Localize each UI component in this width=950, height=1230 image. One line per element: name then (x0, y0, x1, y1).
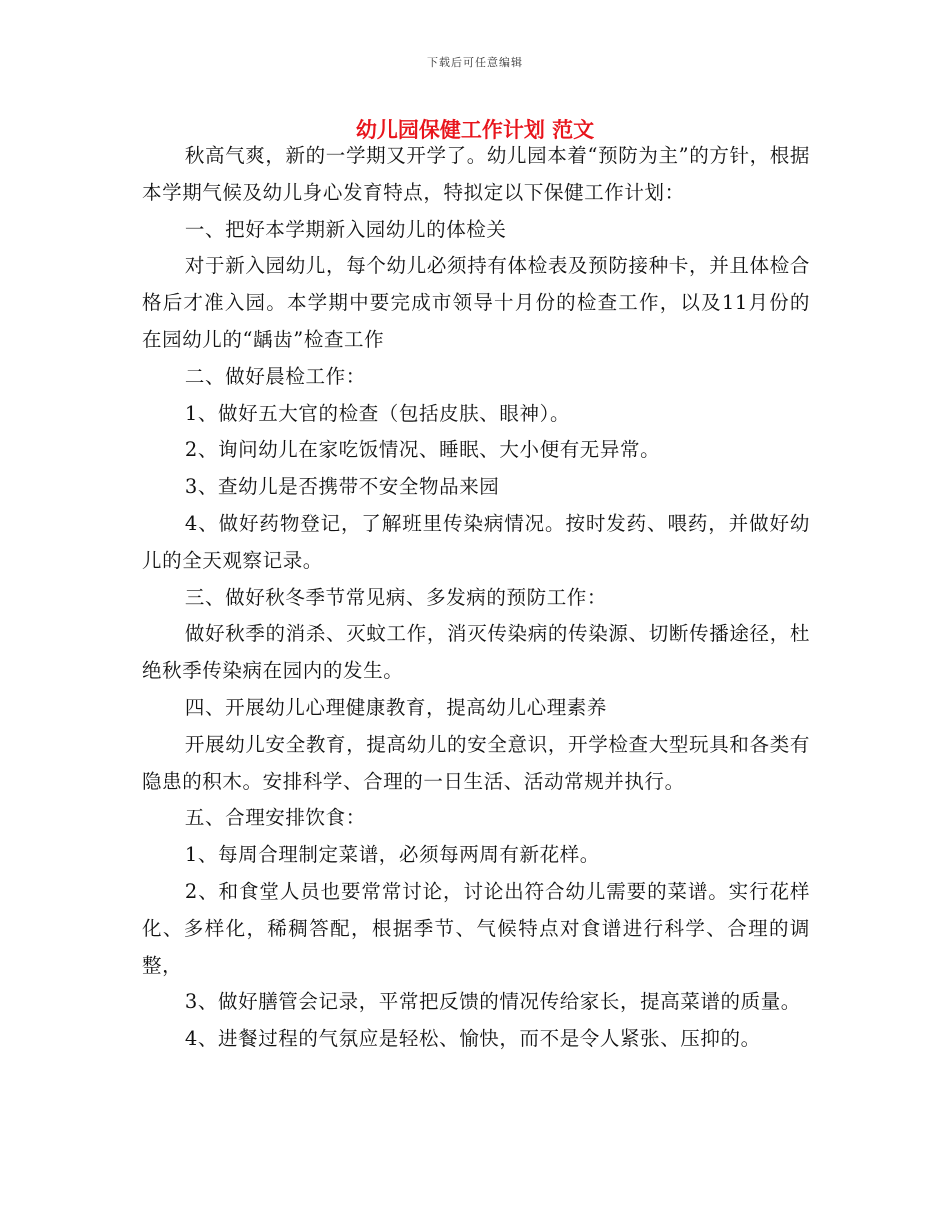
list-item: 2、询问幼儿在家吃饭情况、睡眠、大小便有无异常。 (184, 438, 661, 462)
section-heading-4: 四、开展幼儿心理健康教育，提高幼儿心理素养 (184, 695, 607, 719)
document-title: 幼儿园保健工作计划 范文 (355, 117, 595, 142)
list-item: 1、每周合理制定菜谱，必须每两周有新花样。 (184, 843, 600, 867)
paragraph: 对于新入园幼儿，每个幼儿必须持有体检表及预防接种卡，并且体检合格后才准入园。本学期中要完成市领导十月份的检查工作，以及11月份的在园幼儿的“龋齿”检查工作 (142, 254, 810, 351)
section-heading-1: 一、把好本学期新入园幼儿的体检关 (184, 217, 507, 241)
list-item: 3、做好膳管会记录，平常把反馈的情况传给家长，提高菜谱的质量。 (184, 990, 801, 1014)
paragraph: 做好秋季的消杀、灭蚊工作，消灭传染病的传染源、切断传播途径，杜绝秋季传染病在园内的发生。 (142, 622, 810, 683)
paragraph: 开展幼儿安全教育，提高幼儿的安全意识，开学检查大型玩具和各类有隐患的积木。安排科学、合理的一日生活、活动常规并执行。 (142, 732, 810, 793)
list-item: 3、查幼儿是否携带不安全物品来园 (184, 475, 500, 499)
section-heading-5: 五、合理安排饮食： (184, 806, 366, 830)
page-header-note: 下载后可任意编辑 (427, 56, 523, 69)
list-item: 4、进餐过程的气氛应是轻松、愉快，而不是令人紧张、压抑的。 (184, 1027, 761, 1051)
list-item: 1、做好五大官的检查（包括皮肤、眼神）。 (184, 401, 571, 425)
paragraph-intro: 秋高气爽，新的一学期又开学了。幼儿园本着“预防为主”的方针，根据本学期气候及幼儿身心发育特点，特拟定以下保健工作计划： (142, 144, 810, 204)
list-item: 2、和食堂人员也要常常讨论，讨论出符合幼儿需要的菜谱。实行花样化、多样化，稀稠答配，根据季节、气候特点对食谱进行科学、合理的调整， (142, 879, 810, 977)
section-heading-3: 三、做好秋冬季节常见病、多发病的预防工作： (184, 585, 607, 609)
document-body (142, 138, 810, 1058)
list-item: 4、做好药物登记，了解班里传染病情况。按时发药、喂药，并做好幼儿的全天观察记录。 (142, 511, 810, 572)
section-heading-2: 二、做好晨检工作： (184, 364, 366, 388)
